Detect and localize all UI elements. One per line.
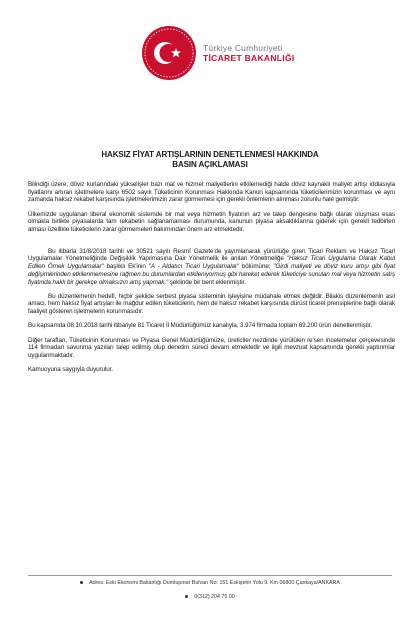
paragraph-3-quote-1: "Haksız Ticari Uygulama Olarak Kabul Edilen Örnek Uygulamalar" [28,255,396,271]
footer-divider [28,575,392,576]
paragraph-3-quote-2: "A - Aldatıcı Ticari Uygulamalar" [148,263,240,271]
ministry-name [203,43,323,64]
bullet-icon [80,581,83,584]
paragraph-3-part-g: şeklinde bir bent eklenmiştir. [169,278,246,286]
ministry-country: Türkiye Cumhuriyeti [203,43,283,53]
paragraph-4: Bu düzenlemenin hedefi, hiçbir şekilde serbest piyasa sisteminin işleyişine müdahale etmek değildir. Bilakis düzenlemenin asıl amacı, hem haksız fiyat artışları ile mağdur edilen tüketicilerin, hem de haksız rekabet karşısında dürüst ticaret prensiplerine bağlı olarak faaliyet gösteren işletmelerin korunmasıdır. [28,292,395,316]
title-line-2: BASIN AÇIKLAMASI [172,160,248,169]
paragraph-6: Diğer taraftan, Tüketicinin Korunması ve Piyasa Genel Müdürlüğümüze, üreticiler nezdinde yürütülen re'sen incelemeler çerçevesinde 114 firmadan savunma yazıları talep edilmiş olup denetim süreci devam etmektedir ve ilgili mevzuat kapsamında gerekli yaptırımlar uygulanmaktadır. [28,336,395,359]
footer-address [28,580,392,586]
document-title [30,150,390,170]
paragraph-7: Kamuoyuna saygıyla duyurulur. [28,366,113,374]
paragraph-3 [28,248,395,287]
footer-phone-text: 0(312) 204 75 00 [194,594,235,600]
paragraph-5: Bu kapsamda 08.10.2018 tarihi itibariyle 81 Ticaret İl Müdürlüğümüz kanalıyla, 3.974 firmada toplam 69.200 ürün denetlenmiştir. [28,322,372,330]
document-body [28,181,395,380]
paragraph-3-part-c: başlıklı Ek'inin [106,263,146,271]
title-line-1: HAKSIZ FİYAT ARTIŞLARININ DENETLENMESİ HAKKINDA [101,150,319,159]
paragraph-1: Bilindiği üzere, döviz kurlarındaki yükselişler bazı mal ve hizmet maliyetlerini etkilemediği halde döviz kaynaklı maliyet artışı iddiasıyla fiyatlarını artıran işletmelere karşı 6502 sayılı Tüketicinin Korunması Hakkında Kanun kapsamında tüketicilerimizin korunması ve aynı zamanda haksız rekabet karşısında işletmelerimizin zarar görmemesi için gerekli önlemlerin alınması zorunlu hale gelmiştir. [28,181,395,204]
footer-address-text: Adres: Eski Ekonomi Bakanlığı Dumlupınar Bulvarı No: 151 Eskişehir Yolu 9. Km 06800 Çankaya/ANKARA [89,580,340,586]
footer-phone [28,594,392,600]
bullet-icon [185,595,188,598]
ministry-logo [140,24,198,82]
paragraph-3-part-a: Bu itibarla 31/8/2018 tarihli ve 30521 sayılı Resmî Gazete'de yayımlanarak yürürlüğe giren Ticari Reklam ve Haksız Ticari Uygulamalar Yönetmeliğinde Değişiklik Yapılmasına Dair Yönetmelik ile anılan Yönetmeliğe [28,247,395,263]
paragraph-2: Ülkemizde uygulanan liberal ekonomik sistemde bir mal veya hizmetin fiyatının arz ve talep dengesine bağlı olarak oluşması esas olmakla birlikte piyasalarda tam rekabetin sağlanamaması durumunda, kanunun piyasa aksaklıklarına giderek için gerekli tedbirleri alması özellikle tüketicilerin zarar görmemeleri bakımından önem arz etmektedir. [28,210,395,234]
ministry-title: TİCARET BAKANLIĞI [203,53,295,63]
paragraph-3-part-e: bölümüne; [241,263,271,271]
paragraph-3-quote-3: "Girdi maliyeti ve döviz kuru artışı gibi fiyat değişimlerinden etkilenmemesine rağmen bu durumlardan etkileniyormuş gibi hareket ederek tüketiciye sunulan mal veya hizmetin satış fiyatında haklı bir gerekçe olmaksızın artış yapmak." [28,263,395,286]
